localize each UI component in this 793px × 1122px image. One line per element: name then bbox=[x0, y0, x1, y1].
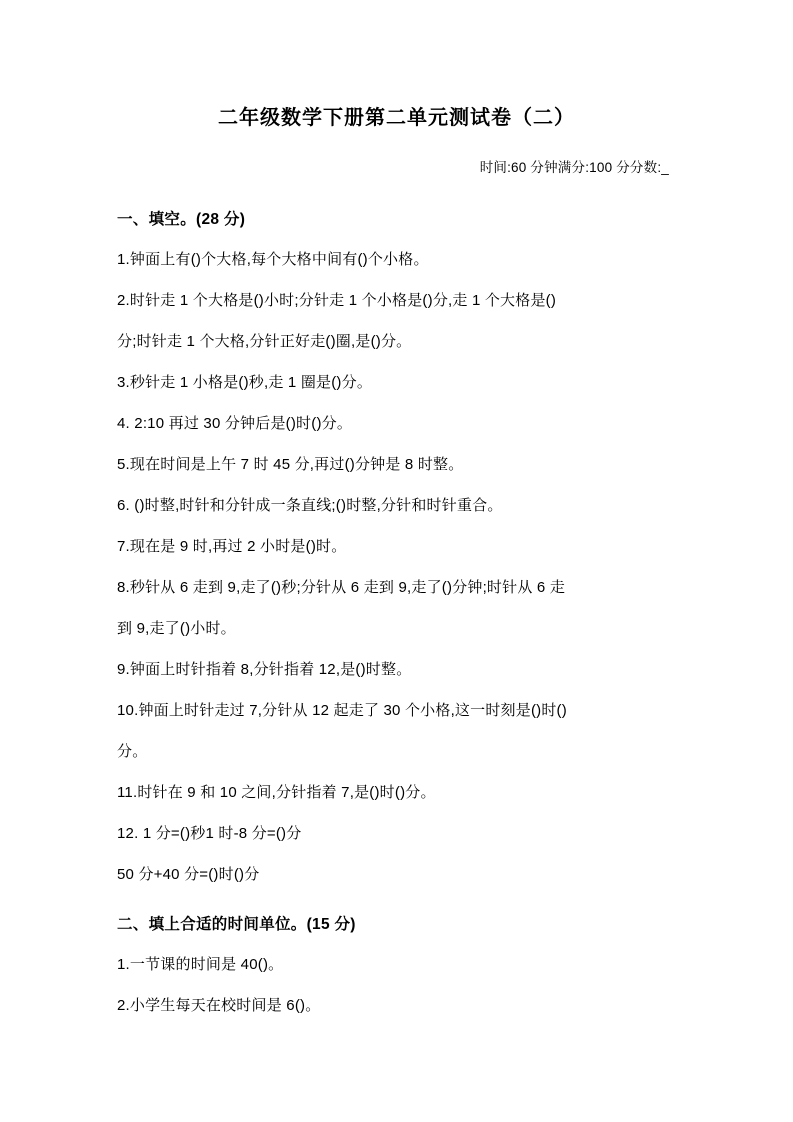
question-item: 3.秒针走 1 小格是()秒,走 1 圈是()分。 bbox=[117, 374, 373, 391]
question-item: 12. 1 分=()秒1 时-8 分=()分 bbox=[117, 825, 302, 842]
question-item: 6. ()时整,时针和分针成一条直线;()时整,分针和时针重合。 bbox=[117, 497, 503, 514]
question-item: 5.现在时间是上午 7 时 45 分,再过()分钟是 8 时整。 bbox=[117, 456, 464, 473]
question-item: 8.秒针从 6 走到 9,走了()秒;分针从 6 走到 9,走了()分钟;时针从 6 走 bbox=[117, 579, 566, 596]
question-item: 7.现在是 9 时,再过 2 小时是()时。 bbox=[117, 538, 347, 555]
question-item: 1.一节课的时间是 40()。 bbox=[117, 956, 284, 973]
question-item: 10.钟面上时针走过 7,分针从 12 起走了 30 个小格,这一时刻是()时() bbox=[117, 702, 567, 719]
question-item-continued: 分;时针走 1 个大格,分针正好走()圈,是()分。 bbox=[117, 333, 412, 350]
exam-meta-info: 时间:60 分钟满分:100 分分数:_ bbox=[479, 160, 669, 175]
section-heading-2: 二、填上合适的时间单位。(15 分) bbox=[117, 916, 356, 933]
question-item-continued: 分。 bbox=[117, 743, 148, 760]
document-content bbox=[0, 176, 793, 1026]
question-item: 50 分+40 分=()时()分 bbox=[117, 866, 260, 883]
section-heading-1: 一、填空。(28 分) bbox=[117, 211, 246, 228]
page-title: 二年级数学下册第二单元测试卷（二） bbox=[218, 107, 575, 129]
question-item: 1.钟面上有()个大格,每个大格中间有()个小格。 bbox=[117, 251, 429, 268]
question-item: 2.小学生每天在校时间是 6()。 bbox=[117, 997, 321, 1014]
question-item-continued: 到 9,走了()小时。 bbox=[117, 620, 236, 637]
question-item: 11.时针在 9 和 10 之间,分针指着 7,是()时()分。 bbox=[117, 784, 436, 801]
question-item: 2.时针走 1 个大格是()小时;分针走 1 个小格是()分,走 1 个大格是() bbox=[117, 292, 557, 309]
question-item: 4. 2:10 再过 30 分钟后是()时()分。 bbox=[117, 415, 353, 432]
question-item: 9.钟面上时针指着 8,分针指着 12,是()时整。 bbox=[117, 661, 412, 678]
